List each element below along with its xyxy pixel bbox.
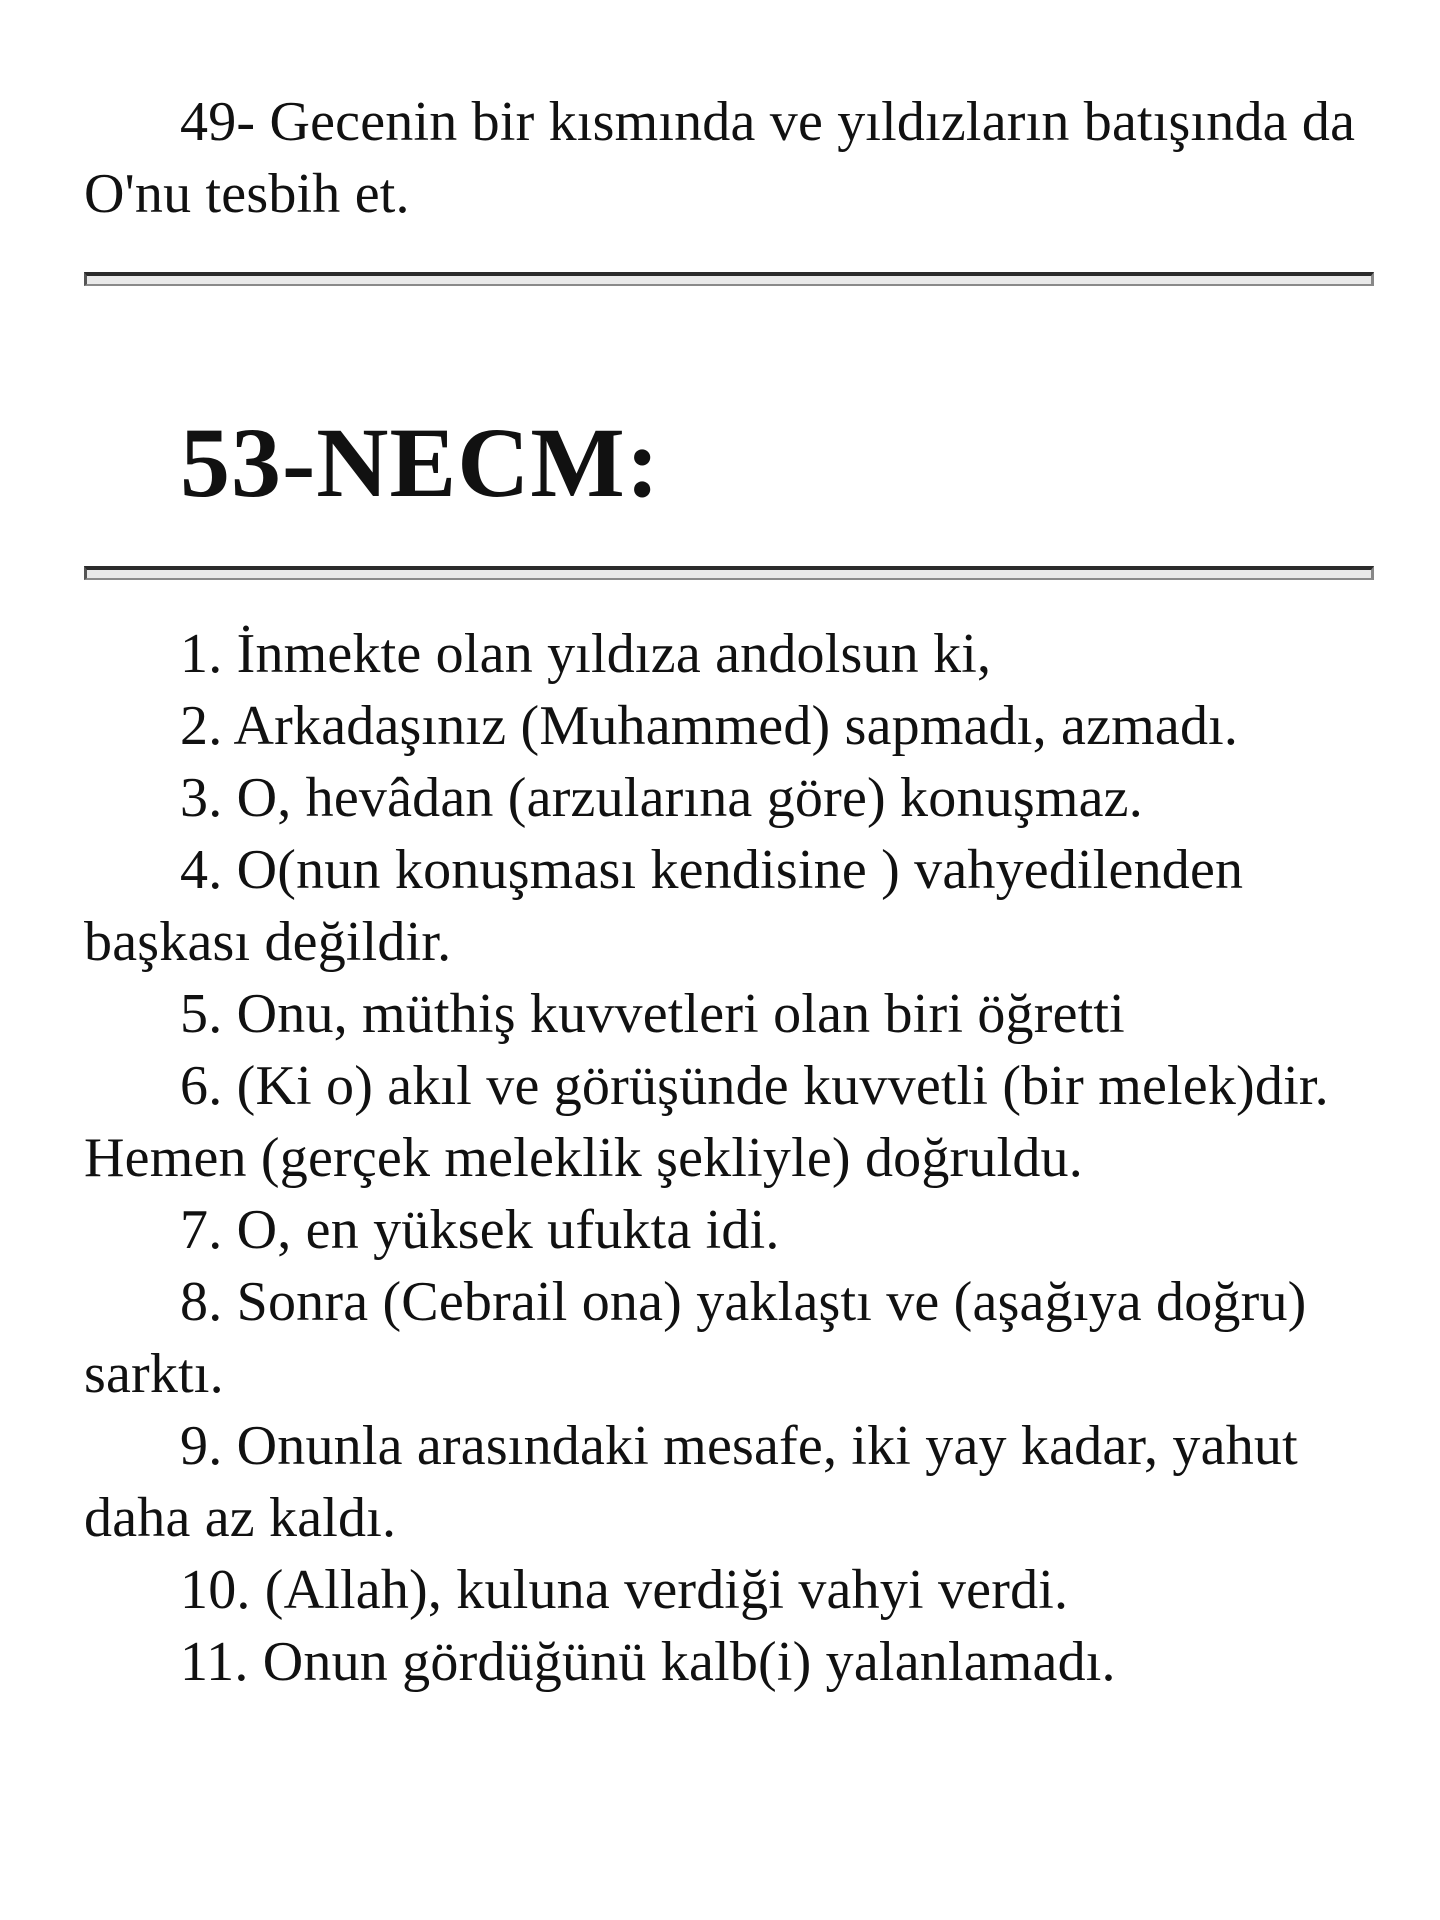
horizontal-rule-top [84,272,1374,286]
verse-9: 9. Onunla arasındaki mesafe, iki yay kadar, yahut daha az kaldı. [84,1415,1298,1549]
document-page [84,86,1374,1698]
verse-3: 3. O, hevâdan (arzularına göre) konuşmaz. [180,767,1143,829]
verse-8: 8. Sonra (Cebrail ona) yaklaştı ve (aşağıya doğru) sarktı. [84,1271,1307,1405]
verse-list [84,618,1374,1698]
verse-49: 49- Gecenin bir kısmında ve yıldızların batışında da O'nu tesbih et. [84,91,1356,225]
horizontal-rule-bottom [84,566,1374,580]
verse-10: 10. (Allah), kuluna verdiği vahyi verdi. [180,1559,1069,1621]
verse-4: 4. O(nun konuşması kendisine ) vahyedilenden başkası değildir. [84,839,1244,973]
verse-2: 2. Arkadaşınız (Muhammed) sapmadı, azmadı. [180,695,1239,757]
surah-heading: 53-NECM: [180,407,661,518]
verse-5: 5. Onu, müthiş kuvvetleri olan biri öğretti [180,983,1125,1045]
verse-6: 6. (Ki o) akıl ve görüşünde kuvvetli (bir melek)dir. Hemen (gerçek meleklik şekliyle) doğruldu. [84,1055,1329,1189]
verse-11: 11. Onun gördüğünü kalb(i) yalanlamadı. [180,1631,1116,1693]
verse-1: 1. İnmekte olan yıldıza andolsun ki, [180,623,992,685]
verse-7: 7. O, en yüksek ufukta idi. [180,1199,780,1261]
